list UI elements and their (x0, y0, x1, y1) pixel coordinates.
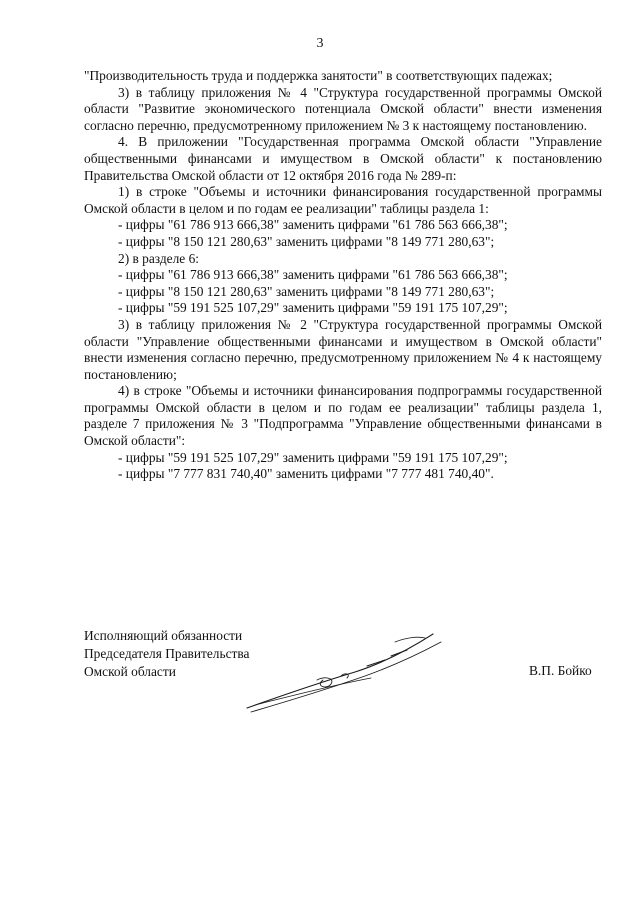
signatory-position (84, 627, 249, 681)
handwritten-signature (245, 620, 445, 720)
signatory-position-line: Исполняющий обязанности (84, 628, 243, 643)
paragraph-section-4: 4. В приложении "Государственная программа Омской области "Управление общественными финансами и имуществом в Омской области" к постановлению Правительства Омской области от 12 октября 2016 года № 289-п: (84, 134, 602, 183)
replacement-line: - цифры "59 191 525 107,29" заменить цифрами "59 191 175 107,29"; (118, 300, 508, 316)
paragraph-subitem-3: 3) в таблицу приложения № 2 "Структура государственной программы Омской области "Управление общественными финансами и имуществом в Омской области" внести изменения согласно перечню, предусмотренному приложением № 4 к настоящему постановлению; (84, 316, 602, 382)
replacement-line: - цифры "61 786 913 666,38" заменить цифрами "61 786 563 666,38"; (118, 267, 508, 283)
page-number: 3 (316, 36, 324, 51)
signatory-name: В.П. Бойко (529, 663, 592, 678)
signatory-position-line: Председателя Правительства (84, 646, 250, 661)
paragraph-subitem-4: 4) в строке "Объемы и источники финансирования подпрограммы государственной программы Омской области в целом и по годам ее реализации" таблицы раздела 1, разделе 7 приложения № 3 "Подпрограмма "Управление общественными финансами в Омской области": (84, 383, 602, 449)
replacement-line: - цифры "61 786 913 666,38" заменить цифрами "61 786 563 666,38"; (118, 217, 508, 233)
paragraph-continuation: "Производительность труда и поддержка занятости" в соответствующих падежах; (84, 68, 553, 83)
replacement-line: - цифры "59 191 525 107,29" заменить цифрами "59 191 175 107,29"; (118, 449, 508, 465)
paragraph-item-3: 3) в таблицу приложения № 4 "Структура государственной программы Омской области "Развитие экономического потенциала Омской области" внести изменения согласно перечню, предусмотренному приложением № 3 к настоящему постановлению. (84, 84, 602, 133)
replacement-line: - цифры "8 150 121 280,63" заменить цифрами "8 149 771 280,63"; (118, 233, 495, 249)
replacement-line: - цифры "8 150 121 280,63" заменить цифрами "8 149 771 280,63"; (118, 283, 495, 299)
paragraph-subitem-2: 2) в разделе 6: (118, 250, 200, 266)
signatory-position-line: Омской области (84, 664, 176, 679)
paragraph-subitem-1: 1) в строке "Объемы и источники финансирования государственной программы Омской области в целом и по годам ее реализации" таблицы раздела 1: (84, 184, 602, 216)
replacement-line: - цифры "7 777 831 740,40" заменить цифрами "7 777 481 740,40". (118, 466, 494, 482)
document-body (84, 68, 602, 483)
